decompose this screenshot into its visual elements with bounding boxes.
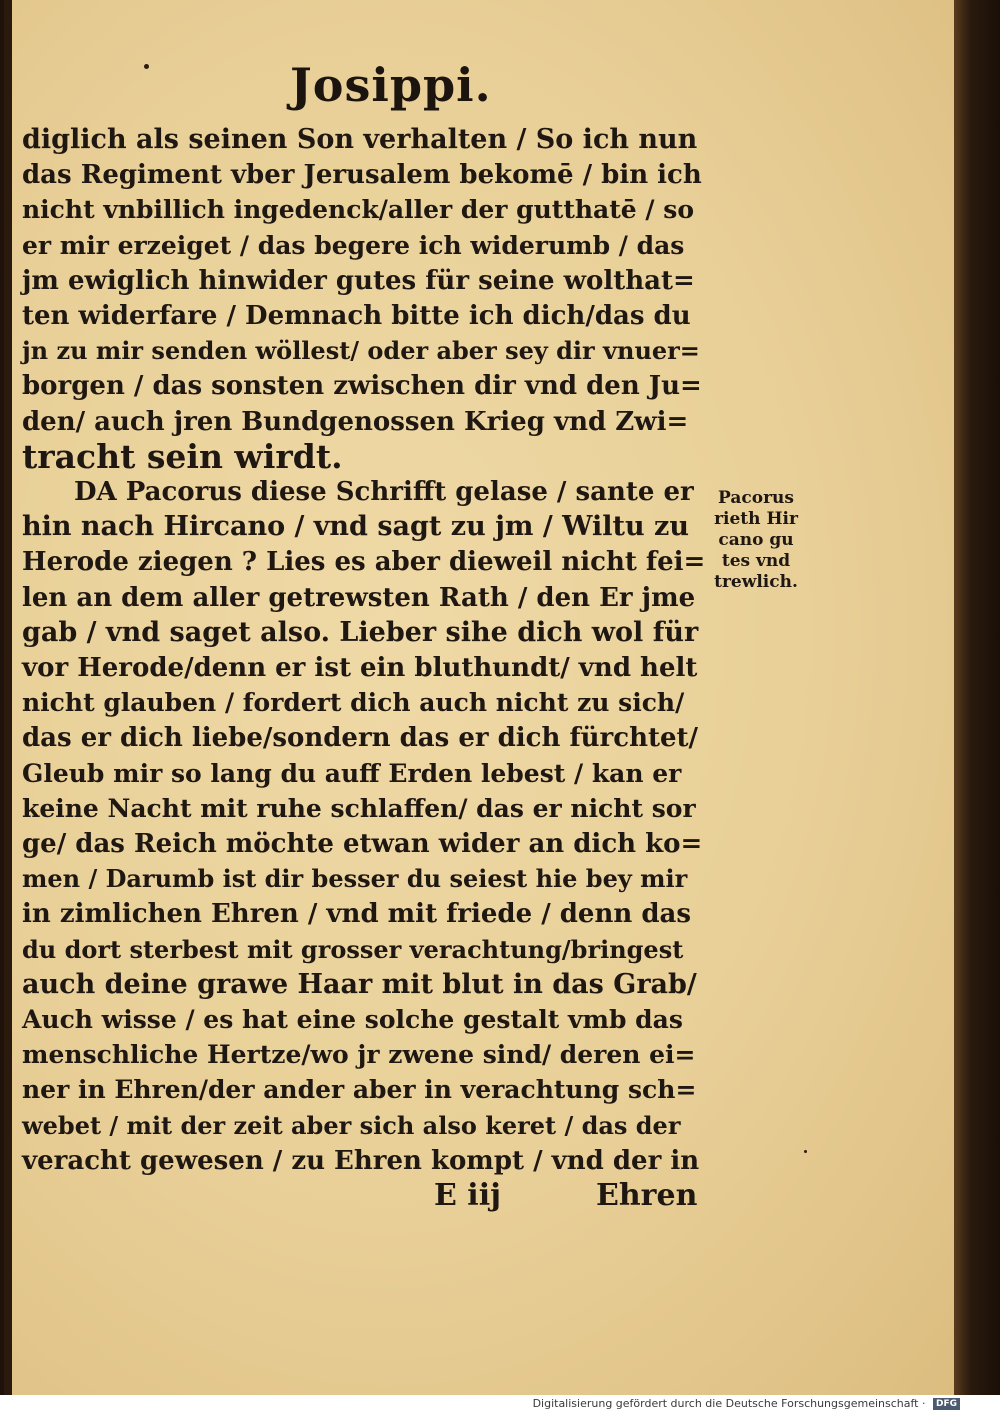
text-line: borgen / das sonsten zwischen dir vnd den Ju= bbox=[22, 371, 702, 402]
catchword: Ehren bbox=[596, 1178, 698, 1213]
text-line: nicht vnbillich ingedenck/aller der gutthatē / so bbox=[22, 195, 694, 225]
dfg-logo: DFG bbox=[933, 1398, 960, 1410]
text-line: diglich als seinen Son verhalten / So ich nun bbox=[22, 124, 698, 155]
text-line: Auch wisse / es hat eine solche gestalt vmb das bbox=[22, 1005, 683, 1034]
text-line: jm ewiglich hinwider gutes für seine wolthat= bbox=[22, 265, 695, 296]
text-line: Gleub mir so lang du auff Erden lebest / kan er bbox=[22, 758, 682, 788]
text-line: DA Pacorus diese Schrifft gelase / sante er bbox=[74, 477, 694, 507]
book-edge bbox=[954, 0, 1000, 1395]
text-line: ge/ das Reich möchte etwan wider an dich ko= bbox=[22, 829, 703, 859]
marginal-note-line: tes vnd bbox=[721, 551, 791, 571]
text-line: webet / mit der zeit aber sich also keret / das der bbox=[22, 1110, 681, 1140]
text-line: vor Herode/denn er ist ein bluthundt/ vnd helt bbox=[22, 653, 698, 683]
marginal-note-line: trewlich. bbox=[714, 572, 798, 592]
footer-credit bbox=[533, 1397, 960, 1410]
text-line: ten widerfare / Demnach bitte ich dich/das du bbox=[22, 301, 691, 331]
marginal-note bbox=[701, 488, 811, 593]
marginal-note-line: Pacorus bbox=[718, 488, 794, 508]
text-line: er mir erzeiget / das begere ich widerumb / das bbox=[22, 230, 685, 260]
ink-speck bbox=[144, 64, 149, 69]
text-line: das Regiment vber Jerusalem bekomē / bin ich bbox=[22, 160, 702, 191]
ink-speck bbox=[804, 1150, 807, 1153]
book-page bbox=[4, 0, 954, 1395]
text-line: hin nach Hircano / vnd sagt zu jm / Wiltu zu bbox=[22, 511, 689, 543]
text-line: du dort sterbest mit grosser verachtung/bringest bbox=[22, 934, 684, 964]
marginal-note-line: rieth Hir bbox=[714, 509, 798, 529]
text-line: gab / vnd saget also. Lieber sihe dich wol für bbox=[22, 616, 699, 648]
text-line: tracht sein wirdt. bbox=[22, 436, 343, 476]
text-line: auch deine grawe Haar mit blut in das Grab/ bbox=[22, 968, 697, 1000]
marginal-note-line: cano gu bbox=[718, 530, 794, 550]
signature-mark: E iij bbox=[434, 1178, 501, 1213]
text-line: ner in Ehren/der ander aber in verachtung sch= bbox=[22, 1075, 697, 1105]
text-line: in zimlichen Ehren / vnd mit friede / denn das bbox=[22, 899, 691, 930]
footer-text: Digitalisierung gefördert durch die Deutsche Forschungsgemeinschaft · bbox=[532, 1397, 926, 1410]
text-line: veracht gewesen / zu Ehren kompt / vnd der in bbox=[22, 1145, 700, 1176]
text-line: jn zu mir senden wöllest/ oder aber sey dir vnuer= bbox=[22, 336, 700, 366]
text-line: menschliche Hertze/wo jr zwene sind/ deren ei= bbox=[22, 1040, 696, 1070]
text-line: len an dem aller getrewsten Rath / den Er jme bbox=[22, 582, 696, 613]
text-line: Herode ziegen ? Lies es aber dieweil nicht fei= bbox=[22, 547, 706, 578]
text-line: das er dich liebe/sondern das er dich fürchtet/ bbox=[22, 723, 699, 754]
text-line: men / Darumb ist dir besser du seiest hie bey mir bbox=[22, 864, 688, 894]
running-head: Josippi. bbox=[290, 58, 492, 112]
text-line: keine Nacht mit ruhe schlaffen/ das er nicht sor bbox=[22, 793, 696, 823]
text-line: nicht glauben / fordert dich auch nicht zu sich/ bbox=[22, 688, 685, 718]
text-line: den/ auch jren Bundgenossen Krieg vnd Zwi= bbox=[22, 406, 689, 437]
page-gutter bbox=[4, 0, 12, 1395]
